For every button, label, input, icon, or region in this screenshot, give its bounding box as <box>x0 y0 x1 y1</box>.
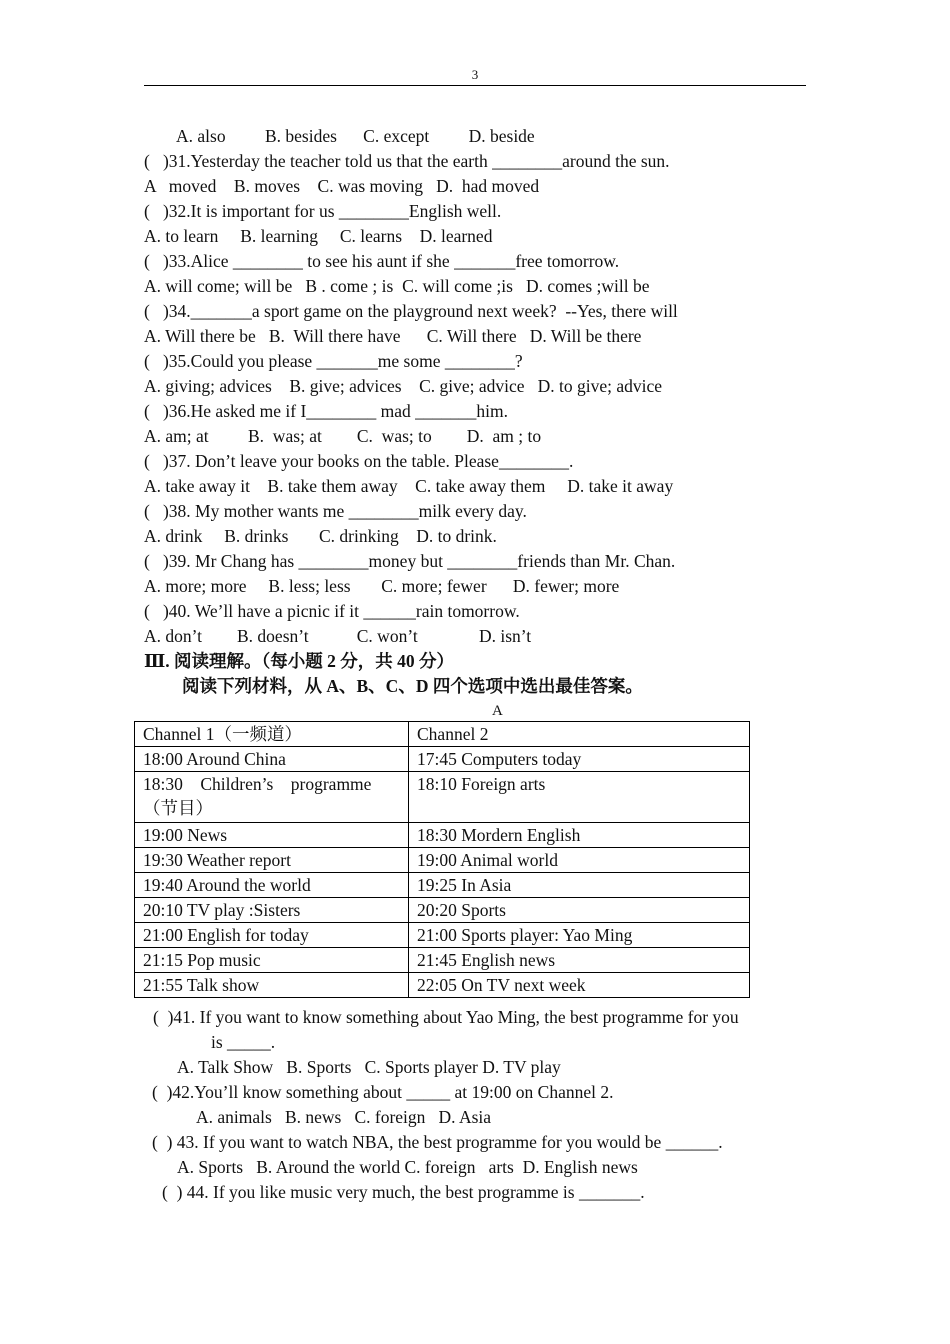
table-cell: 19:30 Weather report <box>135 848 409 873</box>
question-line: A. will come; will be B . come ; is C. will come ;is D. comes ;will be <box>144 276 650 296</box>
question-line: A. to learn B. learning C. learns D. learned <box>144 226 493 246</box>
table-cell: 19:00 Animal world <box>409 848 750 873</box>
tv-schedule-table <box>134 721 750 998</box>
question-line: ( )42.You’ll know something about _____ at 19:00 on Channel 2. <box>152 1082 614 1102</box>
table-row <box>135 772 750 823</box>
table-row <box>135 923 750 948</box>
passage-label: A <box>492 703 503 719</box>
table-cell: 20:20 Sports <box>409 898 750 923</box>
question-line: ( ) 44. If you like music very much, the best programme is _______. <box>162 1182 645 1202</box>
table-cell: 17:45 Computers today <box>409 747 750 772</box>
question-line: A. also B. besides C. except D. beside <box>176 126 535 146</box>
table-cell: 19:00 News <box>135 823 409 848</box>
question-line: ( )32.It is important for us ________English well. <box>144 201 502 221</box>
table-cell: 22:05 On TV next week <box>409 973 750 998</box>
question-line: ( )36.He asked me if I________ mad _______him. <box>144 401 509 421</box>
table-row <box>135 898 750 923</box>
question-line: A. take away it B. take them away C. take away them D. take it away <box>144 476 674 496</box>
question-line: ( )39. Mr Chang has ________money but ________friends than Mr. Chan. <box>144 551 676 571</box>
question-line: ( )35.Could you please _______me some ________? <box>144 351 523 371</box>
table-cell-line: 18:30 Children’s programme <box>143 774 372 794</box>
channel-2-header: Channel 2 <box>409 722 750 747</box>
table-cell: 21:00 English for today <box>135 923 409 948</box>
table-row <box>135 823 750 848</box>
question-line: A. am; at B. was; at C. was; to D. am ; to <box>144 426 542 446</box>
question-line: ( ) 43. If you want to watch NBA, the best programme for you would be ______. <box>152 1132 723 1152</box>
table-cell <box>135 772 409 823</box>
table-cell: 19:40 Around the world <box>135 873 409 898</box>
question-line: A. drink B. drinks C. drinking D. to drink. <box>144 526 497 546</box>
question-line: A moved B. moves C. was moving D. had moved <box>144 176 540 196</box>
table-row <box>135 848 750 873</box>
question-line: ( )33.Alice ________ to see his aunt if she _______free tomorrow. <box>144 251 620 271</box>
question-line: A. don’t B. doesn’t C. won’t D. isn’t <box>144 626 532 646</box>
table-cell: 18:30 Mordern English <box>409 823 750 848</box>
table-row <box>135 973 750 998</box>
table-cell: 21:15 Pop music <box>135 948 409 973</box>
table-cell-note: （节目） <box>143 798 213 818</box>
question-line: A. Sports B. Around the world C. foreign arts D. English news <box>177 1157 638 1177</box>
question-line: A. more; more B. less; less C. more; fewer D. fewer; more <box>144 576 620 596</box>
question-line: is _____. <box>211 1032 276 1052</box>
section-heading: Ⅲ. 阅读理解。（每小题 2 分，共 40 分） <box>144 651 455 671</box>
section-instruction: 阅读下列材料，从 A、B、C、D 四个选项中选出最佳答案。 <box>182 676 643 696</box>
channel-1-header: Channel 1（一频道） <box>135 722 409 747</box>
question-line: ( )37. Don’t leave your books on the table. Please________. <box>144 451 574 471</box>
question-line: ( )34._______a sport game on the playground next week? --Yes, there will <box>144 301 678 321</box>
table-cell: 19:25 In Asia <box>409 873 750 898</box>
question-line: A. Talk Show B. Sports C. Sports player D. TV play <box>177 1057 561 1077</box>
table-cell: 21:00 Sports player: Yao Ming <box>409 923 750 948</box>
question-line: ( )40. We’ll have a picnic if it ______rain tomorrow. <box>144 601 520 621</box>
table-cell: 18:10 Foreign arts <box>409 772 750 823</box>
table-cell: 21:55 Talk show <box>135 973 409 998</box>
table-cell: 21:45 English news <box>409 948 750 973</box>
table-header-row <box>135 722 750 747</box>
page-number: 3 <box>471 67 479 82</box>
question-line: ( )38. My mother wants me ________milk every day. <box>144 501 527 521</box>
header-rule <box>144 85 806 86</box>
table-row <box>135 873 750 898</box>
question-line: ( )31.Yesterday the teacher told us that the earth ________around the sun. <box>144 151 670 171</box>
table-cell: 18:00 Around China <box>135 747 409 772</box>
question-line: ( )41. If you want to know something about Yao Ming, the best programme for you <box>153 1007 739 1027</box>
table-cell: 20:10 TV play :Sisters <box>135 898 409 923</box>
question-line: A. animals B. news C. foreign D. Asia <box>196 1107 492 1127</box>
question-line: A. Will there be B. Will there have C. Will there D. Will be there <box>144 326 642 346</box>
table-row <box>135 747 750 772</box>
table-row <box>135 948 750 973</box>
question-line: A. giving; advices B. give; advices C. give; advice D. to give; advice <box>144 376 663 396</box>
